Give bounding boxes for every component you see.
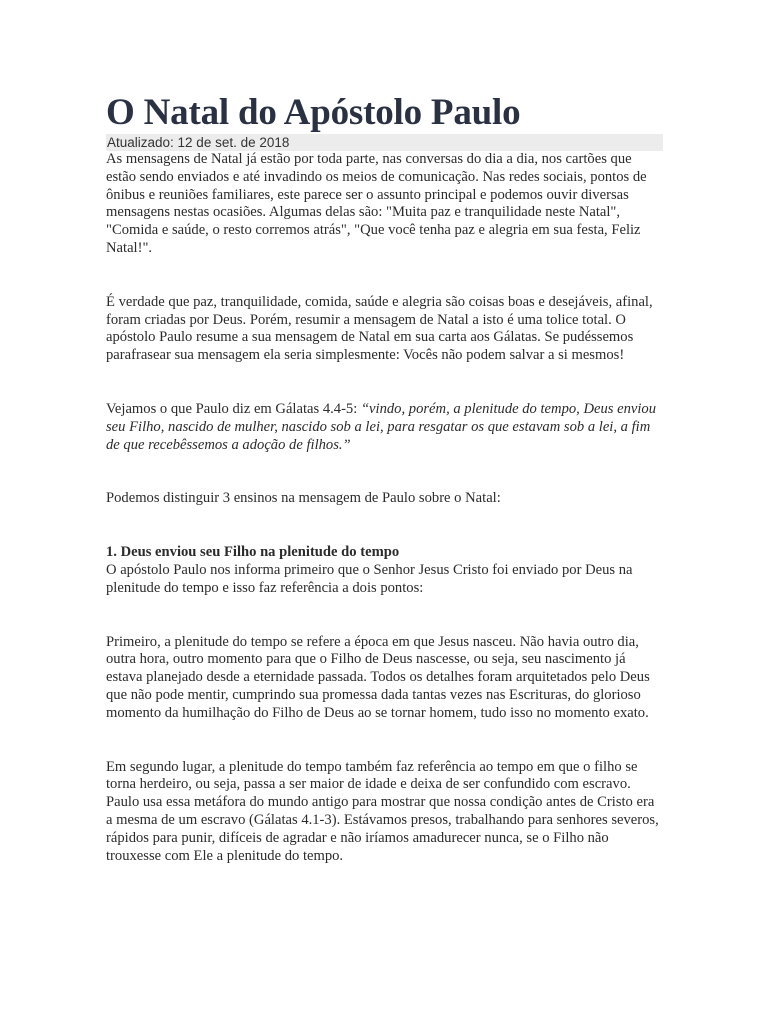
paragraph-first-point: Primeiro, a plenitude do tempo se refere a época em que Jesus nasceu. Não havia outro dia, outra hora, outro momento para que o Filho de Deus nascesse, ou seja, seu nascimento já estava planejado desde a eternidade passada. Todos os detalhes foram arquitetados pelo Deus que não pode mentir, cumprindo sua promessa dada tantas vezes nas Escrituras, do glorioso momento da humilhação do Filho de Deus ao se tornar homem, tudo isso no momento exato. [106, 633, 650, 721]
article [106, 92, 662, 865]
galatians-intro: Vejamos o que Paulo diz em Gálatas 4.4-5: [106, 400, 361, 417]
paragraph-three-teachings: Podemos distinguir 3 ensinos na mensagem de Paulo sobre o Natal: [106, 490, 501, 507]
section-heading-1: 1. Deus enviou seu Filho na plenitude do tempo [106, 544, 400, 561]
paragraph-intro: As mensagens de Natal já estão por toda parte, nas conversas do dia a dia, nos cartões que estão sendo enviados e até invadindo os meios de comunicação. Nas redes sociais, pontos de ônibus e reuniões familiares, este parece ser o assunto principal e podemos ouvir diversas mensagens nestas ocasiões. Algumas delas são: "Muita paz e tranquilidade neste Natal", "Comida e saúde, o resto corremos atrás", "Que você tenha paz e alegria em sua festa, Feliz Natal!". [106, 151, 647, 256]
paragraph-spacer [106, 365, 662, 401]
paragraph-galatians [106, 401, 662, 454]
paragraph-spacer [106, 598, 662, 634]
paragraph-fullness: O apóstolo Paulo nos informa primeiro que o Senhor Jesus Cristo foi enviado por Deus na plenitude do tempo e isso faz referência a dois pontos: [106, 561, 633, 596]
paragraph-spacer [106, 723, 662, 759]
paragraph-spacer [106, 454, 662, 490]
paragraph-spacer [106, 258, 662, 294]
paragraph-truth: É verdade que paz, tranquilidade, comida, saúde e alegria são coisas boas e desejáveis, afinal, foram criadas por Deus. Porém, resumir a mensagem de Natal a isto é uma tolice total. O apóstolo Paulo resume a sua mensagem de Natal em sua carta aos Gálatas. Se pudéssemos parafrasear sua mensagem ela seria simplesmente: Vocês não podem salvar a si mesmos! [106, 293, 653, 364]
paragraph-spacer [106, 508, 662, 544]
article-title: O Natal do Apóstolo Paulo [106, 92, 521, 133]
paragraph-second-point: Em segundo lugar, a plenitude do tempo também faz referência ao tempo em que o filho se torna herdeiro, ou seja, passa a ser maior de idade e deixa de ser confundido com escravo. Paulo usa essa metáfora do mundo antigo para mostrar que nossa condição antes de Cristo era a mesma de um escravo (Gálatas 4.1-3). Estávamos presos, trabalhando para senhores severos, rápidos para punir, difíceis de agradar e não iríamos amadurecer nunca, se o Filho não trouxesse com Ele a plenitude do tempo. [106, 758, 659, 864]
galatians-quote: “vindo, porém, a plenitude do tempo, Deus enviou seu Filho, nascido de mulher, nascido sob a lei, para resgatar os que estavam sob a lei, a fim de que recebêssemos a adoção de filhos.” [106, 400, 657, 453]
updated-date: Atualizado: 12 de set. de 2018 [106, 134, 663, 151]
